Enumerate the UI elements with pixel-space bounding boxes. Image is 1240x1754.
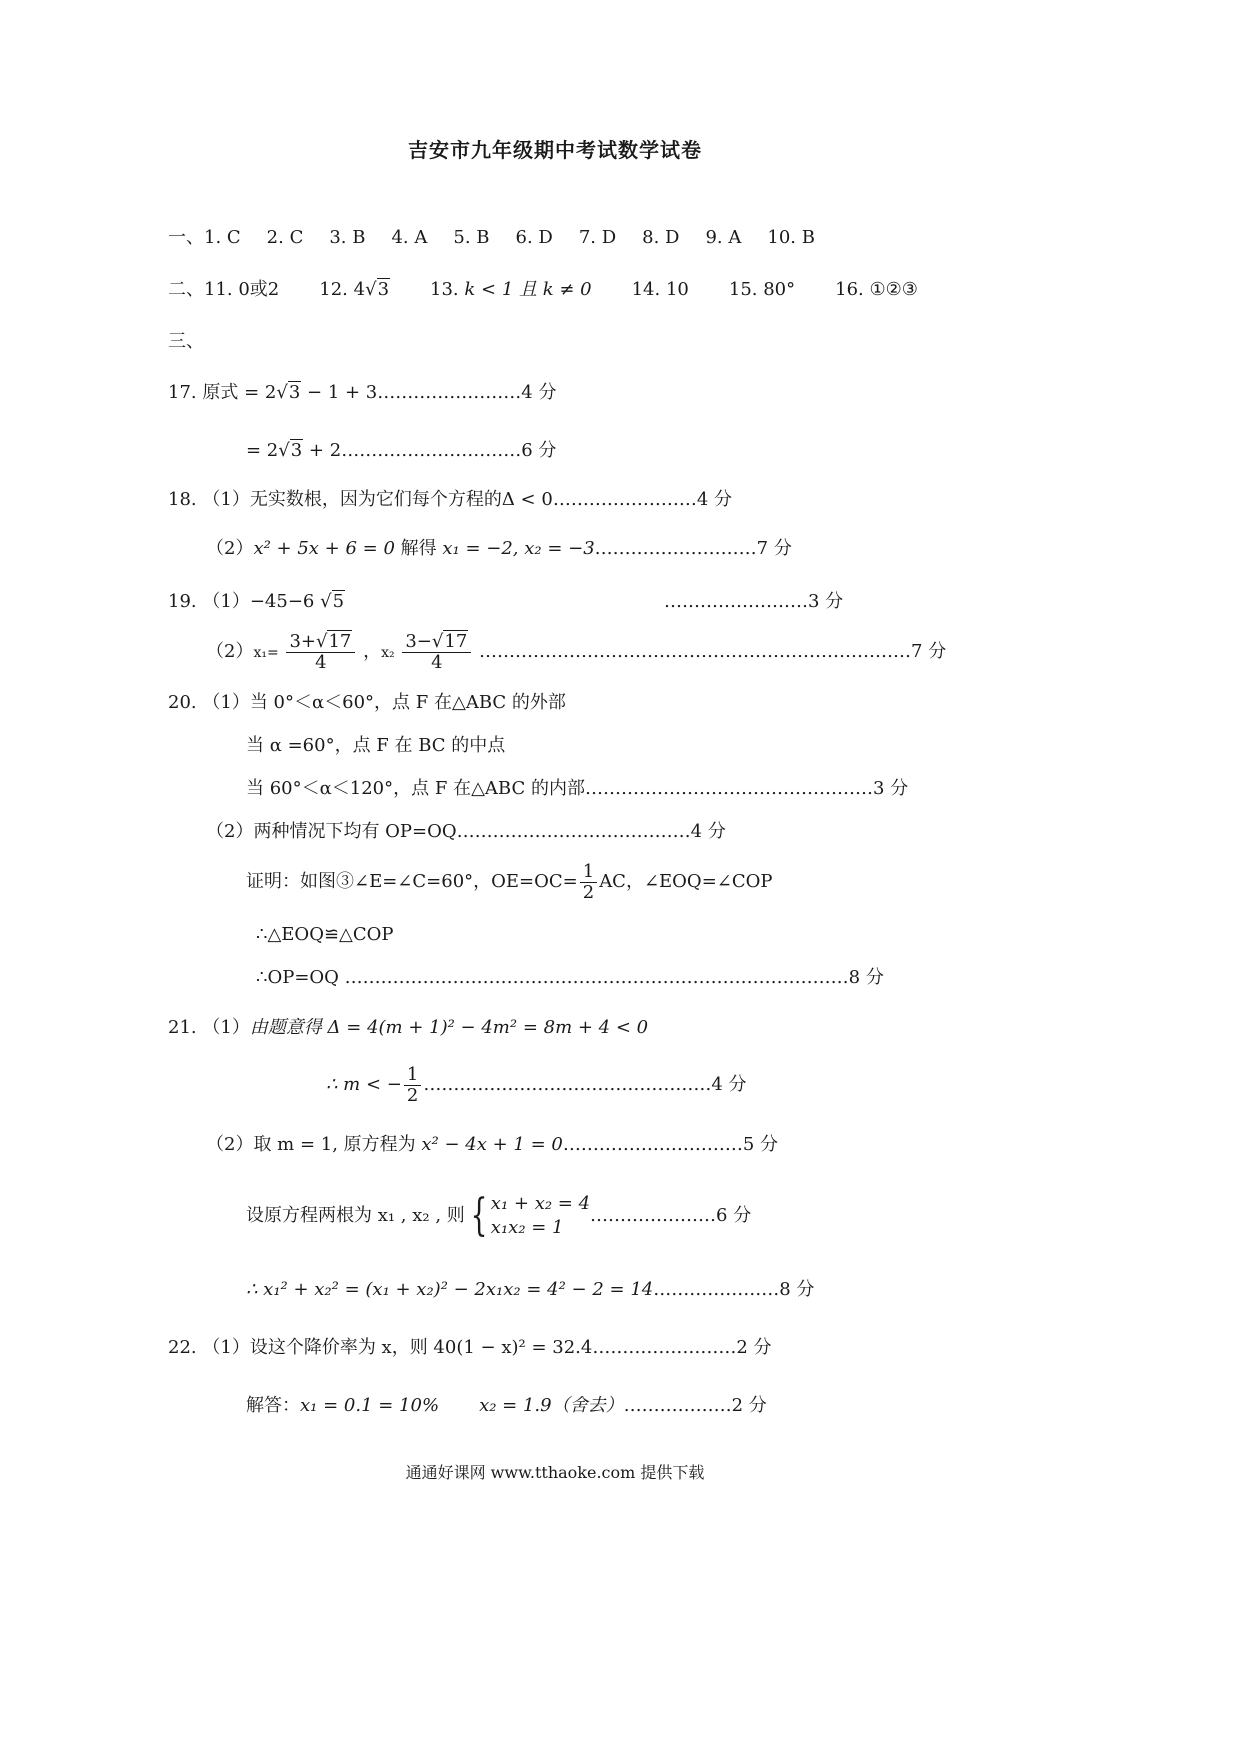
equation-system: { x₁ + x₂ = 4 x₁x₂ = 1 (470, 1190, 591, 1241)
answer-2: 2. C (266, 227, 304, 248)
answer-4: 4. A (391, 227, 428, 248)
q17-line2: = 2√3 + 2…………………………6 分 (246, 440, 557, 461)
q20-line6: ∴△EOQ≌△COP (256, 924, 394, 945)
section2-answers (168, 278, 918, 302)
section2-label: 二、 (168, 279, 204, 300)
q20-line5: 证明：如图③∠E=∠C=60°，OE=OC= $\frac{1}{2}$ AC，∠EOQ=∠COP (246, 860, 773, 903)
answer-14: 14. 10 (631, 279, 689, 300)
q19-part2: （2）x₁= $\frac{3+√17}{4}$ ，x₂ $\frac{3-√17}{4}$ ………………………………………………………………7 分 (206, 630, 947, 673)
q18-part1: 18. （1）无实数根，因为它们每个方程的Δ < 0……………………4 分 (168, 489, 732, 510)
q21-line5: ∴ x₁² + x₂² = (x₁ + x₂)² − 2x₁x₂ = 4² − 2 = 14…………………8 分 (246, 1279, 815, 1300)
answer-6: 6. D (515, 227, 553, 248)
q21-line4: 设原方程两根为 x₁ , x₂ , 则 { x₁ + x₂ = 4 x₁x₂ = 1 …………………6 分 (246, 1190, 752, 1241)
answer-15: 15. 80° (728, 279, 796, 300)
answer-8: 8. D (642, 227, 680, 248)
fraction-half: $\frac{1}{2}$ (580, 862, 597, 903)
q21-line1: 21. （1）由题意得 Δ = 4(m + 1)² − 4m² = 8m + 4 < 0 (168, 1017, 649, 1038)
section1-label: 一、 (168, 227, 204, 248)
answer-7: 7. D (578, 227, 617, 248)
answer-16: 16. ①②③ (835, 279, 918, 300)
q20-line7: ∴OP=OQ …………………………………………………………………………8 分 (256, 967, 884, 988)
q20-line1: 20. （1）当 0°＜α＜60°，点 F 在△ABC 的外部 (168, 692, 566, 713)
answer-5: 5. B (453, 227, 490, 248)
fraction-x2: $\frac{3-√17}{4}$ (402, 632, 471, 673)
q22-line1: 22. （1）设这个降价率为 x，则 40(1 − x)² = 32.4……………………2 分 (168, 1337, 772, 1358)
answer-13: 13. k < 1 且 k ≠ 0 (430, 279, 592, 300)
answer-3: 3. B (329, 227, 366, 248)
q18-part2: （2）x² + 5x + 6 = 0 解得 x₁ = −2, x₂ = −3………………………7 分 (206, 538, 792, 559)
q19-part1: 19. （1）−45−6 √5 (168, 591, 345, 612)
q17-line1: 17. 原式 = 2√3 − 1 + 3……………………4 分 (168, 382, 557, 403)
footer-text: 通通好课网 www.tthaoke.com 提供下载 (405, 1463, 705, 1482)
q21-line2: ∴ m < − $\frac{1}{2}$ …………………………………………4 分 (326, 1063, 747, 1106)
answer-12: 12. 4√3 (319, 279, 390, 300)
q21-line3: （2）取 m = 1, 原方程为 x² − 4x + 1 = 0…………………………5 分 (206, 1134, 779, 1155)
q20-line3: 当 60°＜α＜120°，点 F 在△ABC 的内部…………………………………………3 分 (246, 778, 909, 799)
sqrt-3: √3 (365, 279, 390, 300)
answer-11: 11. 0或2 (204, 279, 280, 300)
fraction-half: $\frac{1}{2}$ (404, 1065, 421, 1106)
q19-part1-score: ……………………3 分 (664, 591, 844, 612)
section1-answers (168, 226, 815, 250)
q20-line4: （2）两种情况下均有 OP=OQ…………………………………4 分 (206, 821, 726, 842)
page-title: 吉安市九年级期中考试数学试卷 (408, 138, 702, 162)
answer-9: 9. A (705, 227, 742, 248)
q22-line2: 解答：x₁ = 0.1 = 10% x₂ = 1.9（舍去）………………2 分 (246, 1395, 767, 1416)
fraction-x1: $\frac{3+√17}{4}$ (286, 632, 355, 673)
section3-label: 三、 (168, 331, 204, 352)
q20-line2: 当 α =60°，点 F 在 BC 的中点 (246, 735, 506, 756)
answer-1: 1. C (204, 227, 241, 248)
answer-10: 10. B (767, 227, 815, 248)
